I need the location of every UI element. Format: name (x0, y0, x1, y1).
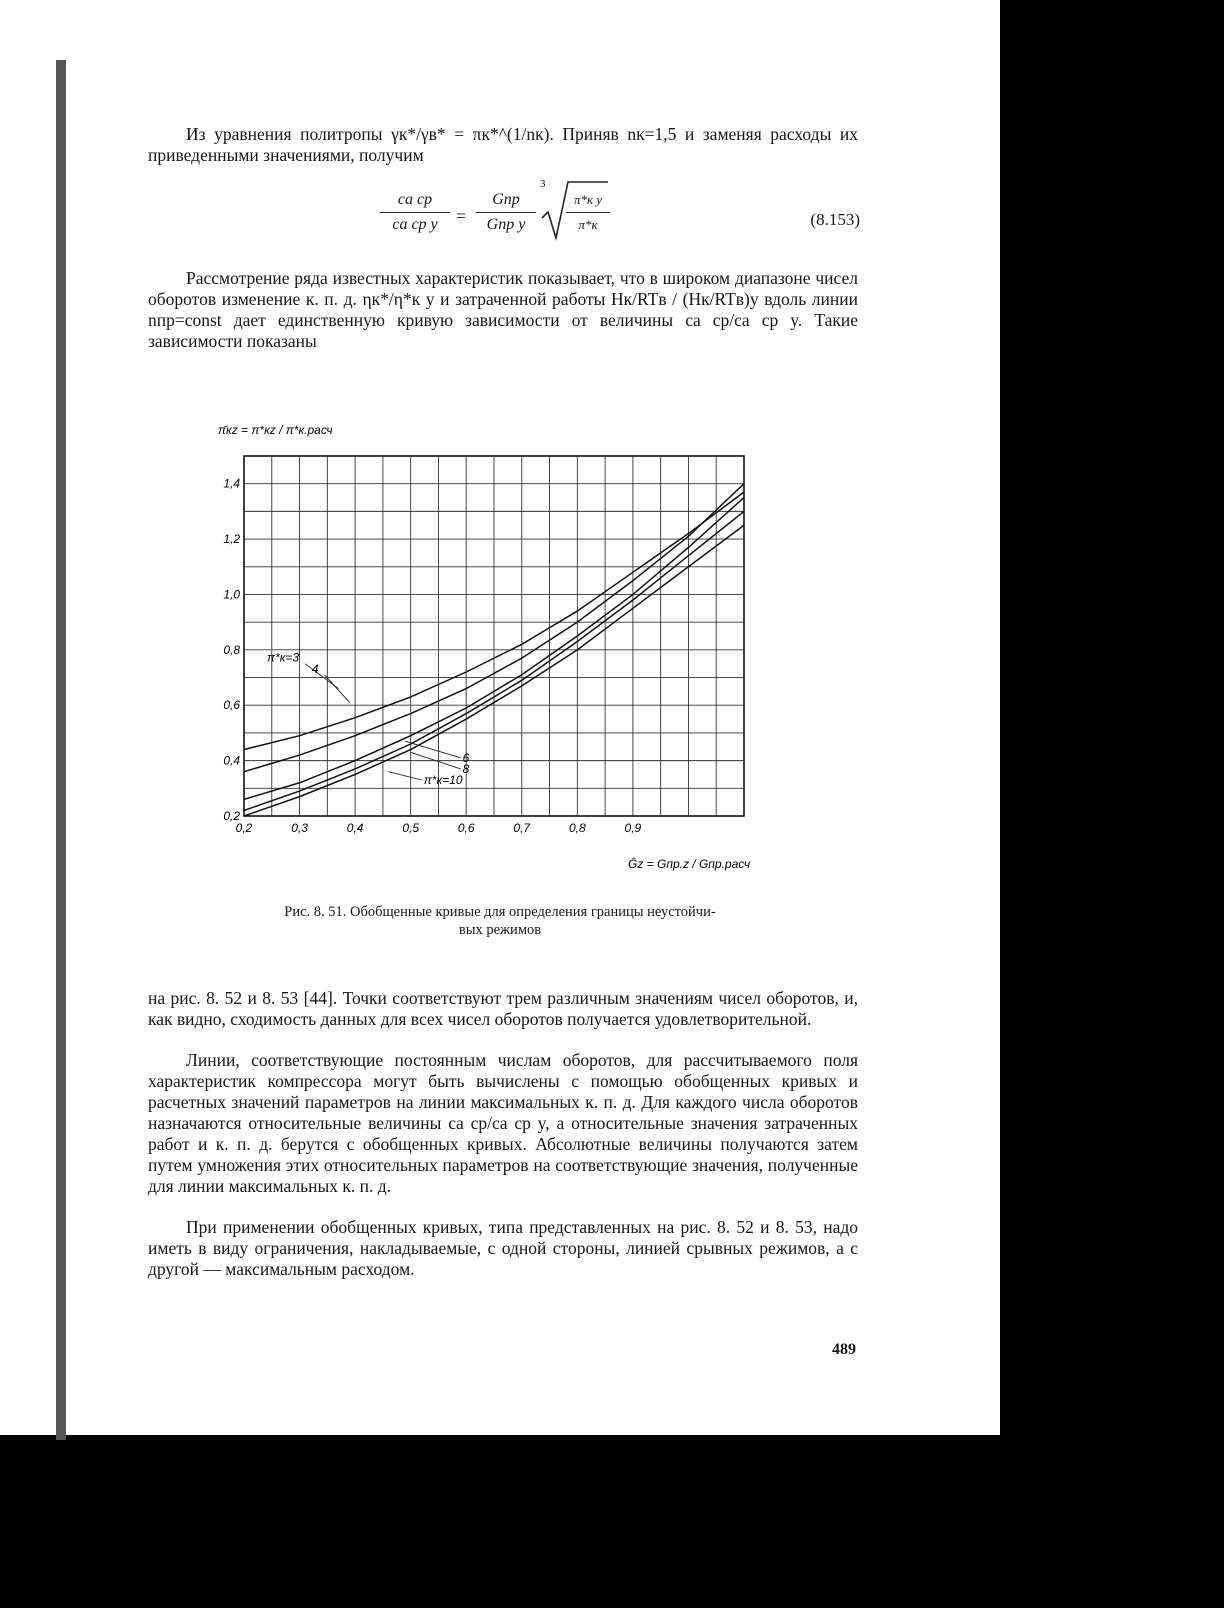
paragraph-2: Рассмотрение ряда известных характеристик показывает, что в широком диапазоне чисел оборотов изменение к. п. д. ηк*/η*к y и затраченной работы Hк/RTв / (Hк/RTв)y вдоль линии nпр=const дает единственную кривую зависимости от величины ca ср/ca ср y. Такие зависимости показаны (148, 268, 858, 351)
x-tick-label: 0,6 (457, 821, 475, 835)
x-tick-label: 0,3 (291, 821, 308, 835)
generalized-curves-chart (210, 412, 770, 882)
series-label-3: 8 (462, 761, 470, 776)
y-axis-label: π̄кz = π*кz / π*к.расч (218, 423, 333, 437)
series-label-0: π*к=3 (267, 650, 300, 665)
y-tick-label: 0,6 (223, 698, 240, 713)
series-leader-1 (325, 675, 350, 703)
y-tick-label: 0,8 (223, 642, 240, 657)
figure-caption-2: вых режимов (458, 922, 542, 938)
x-tick-label: 0,2 (235, 821, 253, 835)
paragraph-3: на рис. 8. 52 и 8. 53 [44]. Точки соответствуют трем различным значениям чисел оборотов, и, как видно, сходимость данных для всех чисел оборотов получается удовлетворительной. (148, 988, 858, 1029)
y-tick-label: 1,4 (223, 476, 240, 491)
x-axis-label: Ḡz = Gпр.z / Gпр.расч (628, 857, 751, 871)
page-number: 489 (832, 1341, 856, 1358)
series-leader-2 (405, 741, 461, 758)
scan-left-edge (56, 60, 66, 1440)
fraction-g: Gпр Gпр y (476, 190, 536, 235)
y-tick-label: 1,2 (223, 532, 240, 547)
series-label-2: 6 (462, 750, 470, 765)
equation-number: (8.153) (810, 210, 860, 229)
y-tick-label: 0,4 (223, 753, 240, 768)
paragraph-4: Линии, соответствующие постоянным числам оборотов, для рассчитываемого поля характеристик компрессора могут быть вычислены с помощью обобщенных кривых и расчетных значений параметров на линии максимальных к. п. д. Для каждого числа оборотов назначаются относительные величины ca ср/ca ср y, а относительные значения затраченных работ и к. п. д. берутся с обобщенных кривых. Абсолютные величины получаются затем путем умножения этих относительных параметров на соответствующие значения, полученные для линии максимальных к. п. д. (148, 1050, 858, 1196)
paragraph-1: Из уравнения политропы γк*/γв* = πк*^(1/nк). Приняв nк=1,5 и заменяя расходы их приведенными значениями, получим (148, 124, 858, 165)
y-tick-label: 1,0 (223, 587, 240, 602)
fraction-ca: ca ср ca ср y (380, 190, 450, 235)
root-index: 3 (540, 178, 546, 190)
x-tick-label: 0,4 (346, 821, 364, 835)
equation-8-153: ca ср ca ср y = Gпр Gпр y 3 π*к y π*к (8.153) (380, 190, 860, 260)
x-tick-label: 0,9 (624, 821, 642, 835)
series-label-1: 4 (311, 661, 319, 676)
figure-caption-1: Рис. 8. 51. Обобщенные кривые для определения границы неустойчи- (284, 904, 716, 920)
x-tick-label: 0,5 (402, 821, 420, 835)
x-tick-label: 0,8 (568, 821, 586, 835)
fraction-pi: π*к y π*к (566, 190, 610, 235)
x-tick-label: 0,7 (513, 821, 531, 835)
scan-bottom-edge (0, 1435, 1224, 1608)
series-label-4: π*к=10 (423, 773, 463, 787)
paragraph-5: При применении обобщенных кривых, типа представленных на рис. 8. 52 и 8. 53, надо иметь в виду ограничения, накладываемые, с одной стороны, линией срывных режимов, а с другой — максимальным расходом. (148, 1217, 858, 1279)
y-tick-label: 0,2 (223, 809, 240, 823)
scan-right-edge (1000, 0, 1224, 1608)
series-leader-4 (388, 772, 421, 780)
